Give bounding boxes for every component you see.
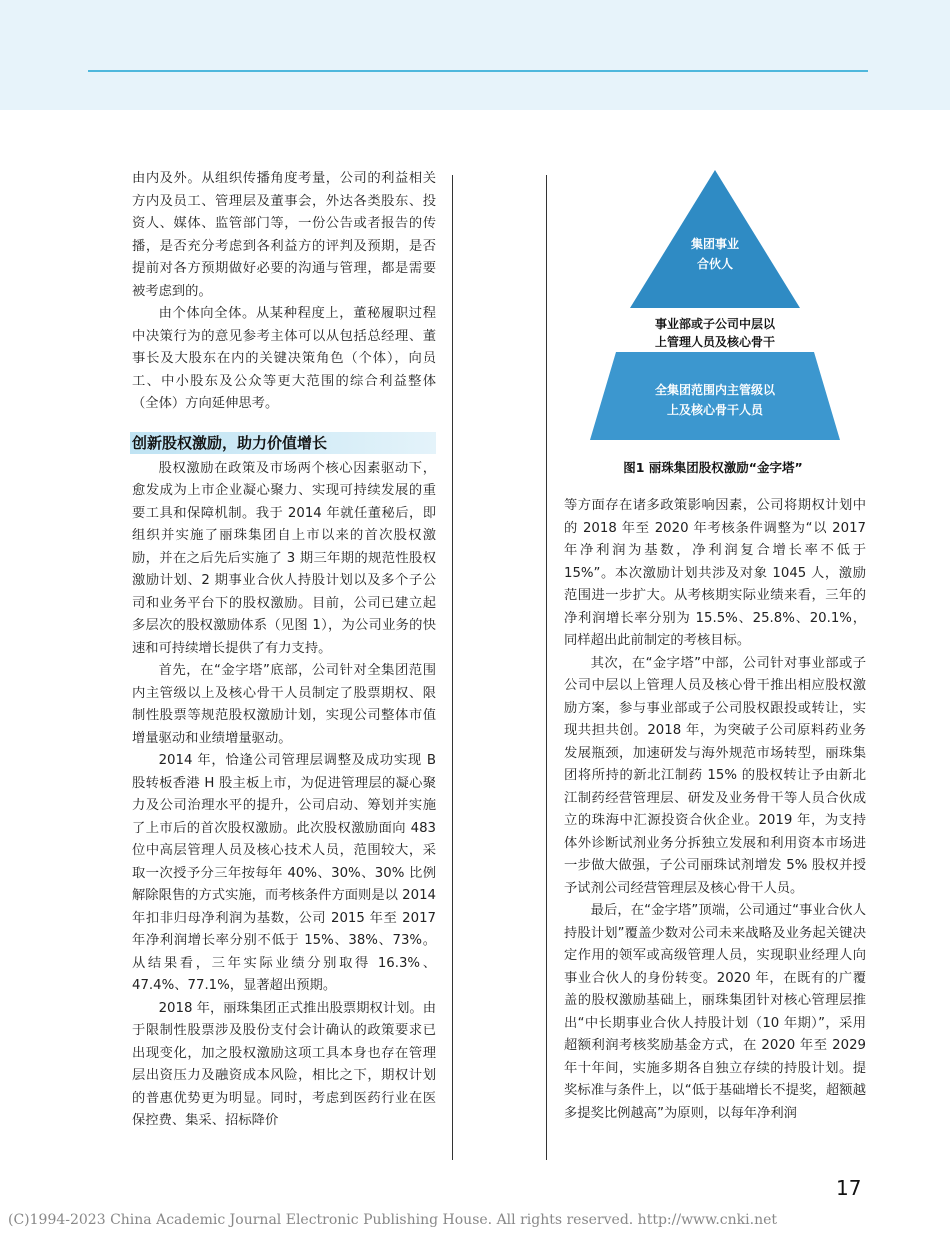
paragraph: 由内及外。从组织传播角度考量，公司的利益相关方内及员工、管理层及董事会，外达各类股东、投资人、媒体、监管部门等，一份公告或者报告的传播，是否充分考虑到各利益方的评判及预期，是否提前对各方预期做好必要的沟通与管理，都是需要被考虑到的。 <box>132 171 436 299</box>
tier-top-line2: 合伙人 <box>696 257 734 271</box>
pyramid-diagram <box>590 168 840 448</box>
paragraph: 由个体向全体。从某种程度上，董秘履职过程中决策行为的意见参考主体可以从包括总经理、董事长及大股东在内的关键决策角色（个体），向员工、中小股东及公众等更大范围的综合利益整体（全体）方向延伸思考。 <box>132 306 436 411</box>
section-heading: 创新股权激励，助力价值增长 <box>130 432 436 454</box>
tier-middle-line1: 事业部或子公司中层以 <box>654 317 776 331</box>
column-divider-left <box>452 175 453 1160</box>
pyramid-figure <box>590 168 840 448</box>
tier-bottom-line1: 全集团范围内主管级以 <box>654 383 776 397</box>
header-band <box>0 0 950 110</box>
tier-bottom-line2: 上及核心骨干人员 <box>666 403 764 417</box>
paragraph: 最后，在“金字塔”顶端，公司通过“事业合伙人持股计划”覆盖少数对公司未来战略及业务起关键决定作用的领军或高级管理人员，实现职业经理人向事业合伙人的身份转变。2020 年，在既有的广覆盖的股权激励基础上，丽珠集团针对核心管理层推出“中长期事业合伙人持股计划（10 年期）”，采用超额利润考核奖励基金方式，在 2020 年至 2029 年十年间，实施多期各自独立存续的持股计划。提奖标准与条件上，以“低于基础增长不提奖，超额越多提奖比例越高”为原则，以每年净利润 <box>564 903 866 1121</box>
figure-caption: 图1 丽珠集团股权激励“金字塔” <box>623 460 803 475</box>
paragraph: 股权激励在政策及市场两个核心因素驱动下，愈发成为上市企业凝心聚力、实现可持续发展的重要工具和保障机制。我于 2014 年就任董秘后，即组织并实施了丽珠集团自上市以来的首次股权激励，并在之后先后实施了 3 期三年期的规范性股权激励计划、2 期事业合伙人持股计划以及多个子公司和业务平台下的股权激励。目前，公司已建立起多层次的股权激励体系（见图 1），为公司业务的快速和可持续增长提供了有力支持。 <box>132 460 436 656</box>
column-divider-right <box>546 175 547 1160</box>
copyright-footer: (C)1994-2023 China Academic Journal Electronic Publishing House. All rights reserved. http://www.cnki.net <box>8 1212 778 1228</box>
paragraph: 首先，在“金字塔”底部，公司针对全集团范围内主管级以上及核心骨干人员制定了股票期权、限制性股票等规范股权激励计划，实现公司整体市值增量驱动和业绩增量驱动。 <box>132 663 436 746</box>
paragraph: 2014 年，恰逢公司管理层调整及成功实现 B 股转板香港 H 股主板上市，为促进管理层的凝心聚力及公司治理水平的提升，公司启动、筹划并实施了上市后的首次股权激励。此次股权激励面向 483 位中高层管理人员及核心技术人员，范围较大，采取一次授予分三年按每年 40%、30%、30% 比例解除限售的方式实施，而考核条件方面则是以 2014 年扣非归母净利润为基数，公司 2015 年至 2017 年净利润增长率分别不低于 15%、38%、73%。从结果看，三年实际业绩分别取得 16.3%、47.4%、77.1%，显著超出预期。 <box>132 753 437 993</box>
tier-top-line1: 集团事业 <box>690 237 740 251</box>
page-number: 17 <box>836 1176 862 1200</box>
paragraph: 等方面存在诸多政策影响因素，公司将期权计划中的 2018 年至 2020 年考核条件调整为“以 2017 年净利润为基数，净利润复合增长率不低于 15%”。本次激励计划共涉及对象 1045 人，激励范围进一步扩大。从考核期实际业绩来看，三年的净利润增长率分别为 15.5%、25.8%、20.1%，同样超出此前制定的考核目标。 <box>564 498 866 648</box>
paragraph: 2018 年，丽珠集团正式推出股票期权计划。由于限制性股票涉及股份支付会计确认的政策要求已出现变化，加之股权激励这项工具本身也存在管理层出资压力及融资成本风险，相比之下，期权计划的普惠优势更为明显。同时，考虑到医药行业在医保控费、集采、招标降价 <box>132 1000 437 1128</box>
header-rule <box>88 70 868 72</box>
left-column <box>132 168 436 1133</box>
right-column <box>564 495 866 1125</box>
paragraph: 其次，在“金字塔”中部，公司针对事业部或子公司中层以上管理人员及核心骨干推出相应股权激励方案，参与事业部或子公司股权跟投或转让，实现共担共创。2018 年，为突破子公司原料药业务发展瓶颈，加速研发与海外规范市场转型，丽珠集团将所持的新北江制药 15% 的股权转让予由新北江制药经营管理层、研发及业务骨干等人员合伙成立的珠海中汇源投资合伙企业。2019 年，为支持体外诊断试剂业务分拆独立发展和利用资本市场进一步做大做强，子公司丽珠试剂增发 5% 股权并授予试剂公司经营管理层及核心骨干人员。 <box>564 655 866 896</box>
tier-middle-line2: 上管理人员及核心骨干 <box>654 335 776 349</box>
